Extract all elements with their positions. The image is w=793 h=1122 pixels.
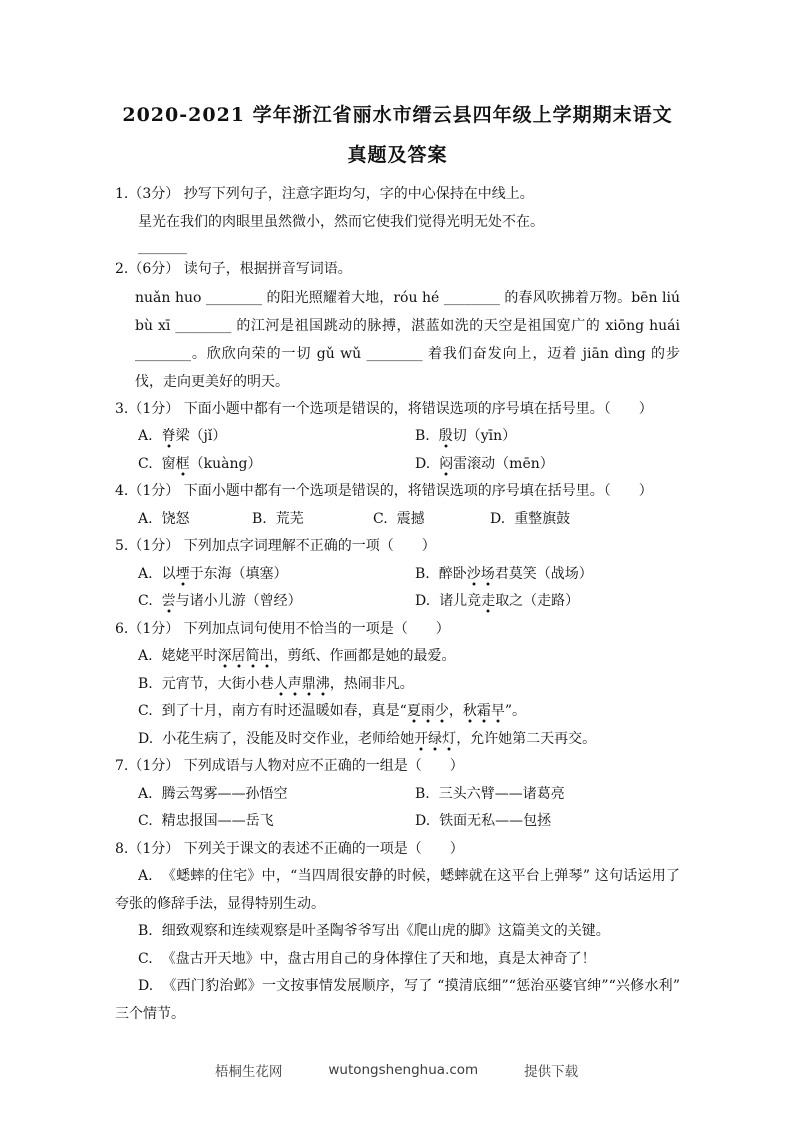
option-C: C. 窗框（kuàng） bbox=[138, 451, 415, 479]
footer-site-url: wutongshenghua.com bbox=[328, 1062, 479, 1078]
footer-download-note: 提供下载 bbox=[524, 1064, 579, 1080]
option-C: C. 尝与诸小儿游（曾经） bbox=[138, 588, 415, 616]
question-stem: 5.（1分） 下列加点字词理解不正确的一项（ ） bbox=[115, 538, 436, 554]
emphasized-text: 开绿灯 bbox=[414, 731, 456, 751]
question-5 bbox=[115, 533, 680, 616]
option-C: C. 震撼 bbox=[373, 510, 425, 527]
option-D: D. 《西门豹治邺》一文按事情发展顺序，写了 “摸清底细”“惩治巫婆官绅”“兴修水利” 三个情节。 bbox=[115, 978, 680, 1022]
option-label: A. bbox=[138, 785, 153, 802]
option-label: B. bbox=[415, 565, 430, 582]
option-label: B. bbox=[415, 428, 430, 444]
option-C: C. 《盘古开天地》中，盘古用自己的身体撑住了天和地，真是太神奇了！ bbox=[138, 950, 596, 967]
questions-container bbox=[115, 181, 680, 1028]
options bbox=[115, 506, 680, 534]
option-label: C. bbox=[138, 950, 153, 967]
emphasized-text: 闷 bbox=[439, 456, 453, 476]
options bbox=[115, 643, 680, 753]
question-1 bbox=[115, 181, 680, 256]
option-label: A. bbox=[138, 868, 153, 884]
option-B: B. 元宵节，大街小巷人声鼎沸，热闹非凡。 bbox=[138, 671, 680, 699]
option-B: B. 醉卧沙场君莫笑（战场） bbox=[415, 561, 680, 589]
emphasized-text: 深居简出 bbox=[218, 648, 274, 668]
question-sentence: 星光在我们的肉眼里虽然微小，然而它使我们觉得光明无处不在。 bbox=[138, 213, 544, 230]
option-A: A. 《蟋蟀的住宅》中，“当四周很安静的时候，蟋蟀就在这平台上弹琴” 这句话运用了夸张的修辞手法，显得特别生动。 bbox=[115, 868, 680, 912]
question-7 bbox=[115, 753, 680, 836]
options bbox=[115, 561, 680, 616]
emphasized-text: 人声鼎沸 bbox=[274, 676, 330, 696]
page-title-line-1: 2020-2021 学年浙江省丽水市缙云县四年级上学期期末语文 bbox=[122, 104, 673, 126]
question-3 bbox=[115, 396, 680, 479]
question-stem: 4.（1分） 下面小题中都有一个选项是错误的，将错误选项的序号填在括号里。（ ） bbox=[115, 483, 653, 499]
options bbox=[115, 781, 680, 836]
question-2 bbox=[115, 256, 680, 396]
question-stem: 2.（6分） 读句子，根据拼音写词语。 bbox=[115, 261, 352, 277]
option-label: D. bbox=[138, 978, 154, 994]
question-stem: 3.（1分） 下面小题中都有一个选项是错误的，将错误选项的序号填在括号里。（ ） bbox=[115, 400, 653, 417]
option-label: A. bbox=[138, 428, 153, 444]
emphasized-text: 沙场 bbox=[467, 566, 495, 586]
emphasized-text: 脊 bbox=[162, 428, 176, 448]
footer-site-name: 梧桐生花网 bbox=[214, 1064, 283, 1080]
question-stem: 1.（3分） 抄写下列句子，注意字距均匀，字的中心保持在中线上。 bbox=[115, 186, 534, 202]
option-label: C. bbox=[138, 703, 153, 719]
option-A: A. 腾云驾雾——孙悟空 bbox=[138, 785, 288, 802]
question-6 bbox=[115, 616, 680, 754]
page-title bbox=[115, 95, 680, 175]
option-D: D. 铁面无私——包拯 bbox=[415, 813, 552, 829]
option-A: A. 饶怒 bbox=[138, 510, 190, 527]
question-8 bbox=[115, 836, 680, 1029]
option-B: B. 殷切（yīn） bbox=[415, 423, 680, 451]
option-B: B. 细致观察和连续观察是叶圣陶爷爷写出《爬山虎的脚》这篇美文的关键。 bbox=[138, 923, 610, 939]
emphasized-text: 殷 bbox=[439, 428, 453, 448]
emphasized-text: 走 bbox=[481, 593, 495, 613]
option-A: A. 以堙于东海（填塞） bbox=[138, 561, 415, 589]
option-B: B. 三头六臂——诸葛亮 bbox=[415, 785, 565, 802]
option-A: A. 姥姥平时深居简出，剪纸、作画都是她的最爱。 bbox=[138, 643, 680, 671]
question-paragraph: nuǎn huo ________ 的阳光照耀着大地，róu hé ________ 的春风吹拂着万物。bēn liú bù xī ________ 的江河是祖国跳动的脉搏，湛蓝如洗的天空是祖国宽广的 xiōng huái ________。欣欣向荣的一切 gǔ wǔ ________ 着我们奋发向上，迈着 jiān dìng 的步伐，走向更美好的明天。 bbox=[135, 289, 680, 390]
page-footer bbox=[0, 1060, 793, 1080]
options bbox=[115, 863, 680, 1028]
option-D: D. 小花生病了，没能及时交作业，老师给她开绿灯，允许她第二天再交。 bbox=[138, 726, 680, 754]
option-B: B. 荒芜 bbox=[252, 510, 304, 527]
emphasized-text: 框 bbox=[176, 456, 190, 476]
option-label: C. bbox=[138, 593, 153, 609]
option-D: D. 闷雷滚动（mēn） bbox=[415, 451, 680, 479]
option-label: D. bbox=[415, 593, 431, 609]
option-C: C. 到了十月，南方有时还温暖如春，真是“夏雨少，秋霜早”。 bbox=[138, 698, 680, 726]
option-label: B. bbox=[252, 510, 267, 527]
page-title-line-2: 真题及答案 bbox=[347, 144, 448, 166]
option-label: D. bbox=[138, 730, 154, 747]
option-label: C. bbox=[138, 455, 153, 472]
option-label: D. bbox=[490, 510, 506, 527]
option-label: B. bbox=[138, 923, 153, 939]
options bbox=[115, 423, 680, 478]
emphasized-text: 秋霜早 bbox=[463, 703, 505, 723]
question-4 bbox=[115, 478, 680, 533]
question-stem: 6.（1分） 下列加点词句使用不恰当的一项是（ ） bbox=[115, 620, 450, 637]
option-label: A. bbox=[138, 510, 153, 527]
option-D: D. 诸儿竞走取之（走路） bbox=[415, 588, 680, 616]
answer-blank-line: _______ bbox=[138, 239, 187, 255]
option-D: D. 重整旗鼓 bbox=[490, 510, 571, 527]
option-label: A. bbox=[138, 565, 153, 582]
question-stem: 8.（1分） 下列关于课文的表述不正确的一项是（ ） bbox=[115, 840, 464, 857]
option-C: C. 精忠报国——岳飞 bbox=[138, 813, 274, 829]
emphasized-text: 堙 bbox=[176, 566, 190, 586]
option-label: B. bbox=[138, 675, 153, 692]
option-label: C. bbox=[373, 510, 388, 527]
option-label: B. bbox=[415, 785, 430, 802]
emphasized-text: 尝 bbox=[162, 593, 176, 613]
emphasized-text: 夏雨少 bbox=[407, 703, 449, 723]
option-label: D. bbox=[415, 813, 431, 829]
option-label: D. bbox=[415, 455, 431, 472]
question-stem: 7.（1分） 下列成语与人物对应不正确的一组是（ ） bbox=[115, 758, 464, 774]
option-label: C. bbox=[138, 813, 153, 829]
option-A: A. 脊梁（jǐ） bbox=[138, 423, 415, 451]
option-label: A. bbox=[138, 648, 153, 664]
